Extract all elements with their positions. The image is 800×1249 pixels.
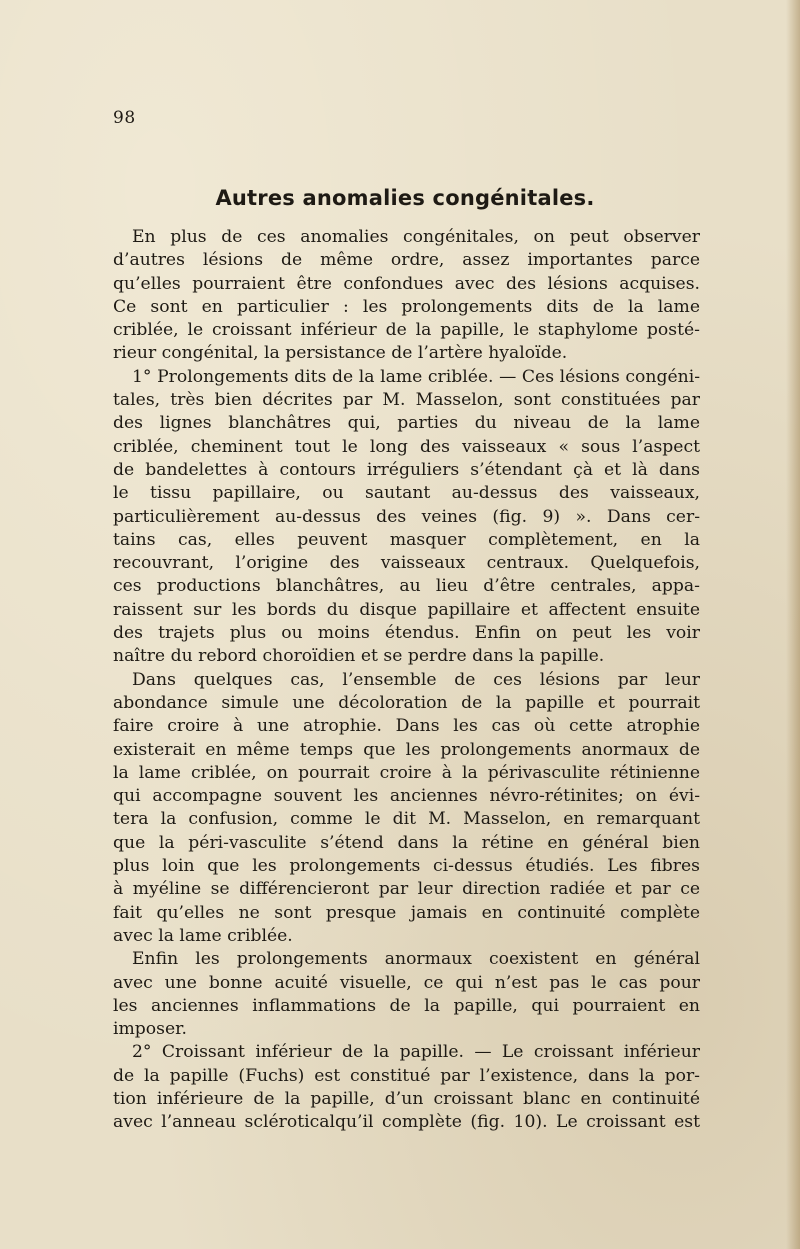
text-line: les anciennes inflammations de la papille, qui pourraient en [113,995,700,1016]
text-line: à myéline se différencieront par leur direction radiée et par ce [113,879,700,900]
text-line: des trajets plus ou moins étendus. Enfin on peut les voir [113,623,700,644]
text-line: d’autres lésions de même ordre, assez importantes parce [113,250,700,271]
text-line: avec une bonne acuité visuelle, ce qui n’est pas le cas pour [113,972,700,993]
text-line: qui accompagne souvent les anciennes névro-rétinites; on évi- [113,786,700,807]
text-line: 1° Prolongements dits de la lame criblée. — Ces lésions congéni- [132,366,700,387]
text-line: ces productions blanchâtres, au lieu d’être centrales, appa- [113,576,700,597]
text-line: rieur congénital, la persistance de l’artère hyaloïde. [113,343,568,364]
text-line: tion inférieure de la papille, d’un croissant blanc en continuité [113,1088,700,1109]
section-title: Autres anomalies congénitales. [215,186,595,210]
text-line: fait qu’elles ne sont presque jamais en continuité complète [113,902,700,923]
text-line: de la papille (Fuchs) est constitué par l’existence, dans la por- [113,1065,700,1086]
text-line: Ce sont en particulier : les prolongements dits de la lame [113,296,700,317]
text-line: tera la confusion, comme le dit M. Masselon, en remarquant [113,809,700,830]
page-number: 98 [113,108,136,128]
text-line: la lame criblée, on pourrait croire à la périvasculite rétinienne [113,762,700,783]
text-line: criblée, le croissant inférieur de la papille, le staphylome posté- [113,320,700,341]
text-line: existerait en même temps que les prolongements anormaux de [113,739,700,760]
text-line: des lignes blanchâtres qui, parties du niveau de la lame [113,413,700,434]
text-line: 2° Croissant inférieur de la papille. — Le croissant inférieur [132,1042,700,1063]
text-line: avec la lame criblée. [113,925,293,946]
body-text [113,226,700,1135]
text-line: raissent sur les bords du disque papillaire et affectent ensuite [113,599,700,620]
text-line: tales, très bien décrites par M. Masselon, sont constituées par [113,390,700,411]
text-line: recouvrant, l’origine des vaisseaux centraux. Quelquefois, [113,553,700,574]
text-line: naître du rebord choroïdien et se perdre dans la papille. [113,646,605,667]
text-line: particulièrement au-dessus des veines (fig. 9) ». Dans cer- [113,506,700,527]
text-line: tains cas, elles peuvent masquer complètement, en la [113,529,700,550]
text-line: que la péri-vasculite s’étend dans la rétine en général bien [113,832,700,853]
text-line: faire croire à une atrophie. Dans les cas où cette atrophie [113,716,700,737]
text-line: imposer. [113,1019,187,1040]
text-line: plus loin que les prolongements ci-dessus étudiés. Les fibres [113,856,700,877]
text-line: le tissu papillaire, ou sautant au-dessus des vaisseaux, [113,483,700,504]
text-line: de bandelettes à contours irréguliers s’étendant çà et là dans [113,459,700,480]
text-line: Dans quelques cas, l’ensemble de ces lésions par leur [132,669,700,690]
text-line: Enfin les prolongements anormaux coexistent en général [132,949,700,970]
text-line: En plus de ces anomalies congénitales, on peut observer [132,227,700,247]
text-line: abondance simule une décoloration de la papille et pourrait [113,692,700,713]
text-line: avec l’anneau scléroticalqu’il complète (fig. 10). Le croissant est [113,1112,700,1133]
text-line: qu’elles pourraient être confondues avec des lésions acquises. [113,273,700,294]
text-line: criblée, cheminent tout le long des vaisseaux « sous l’aspect [113,436,700,457]
